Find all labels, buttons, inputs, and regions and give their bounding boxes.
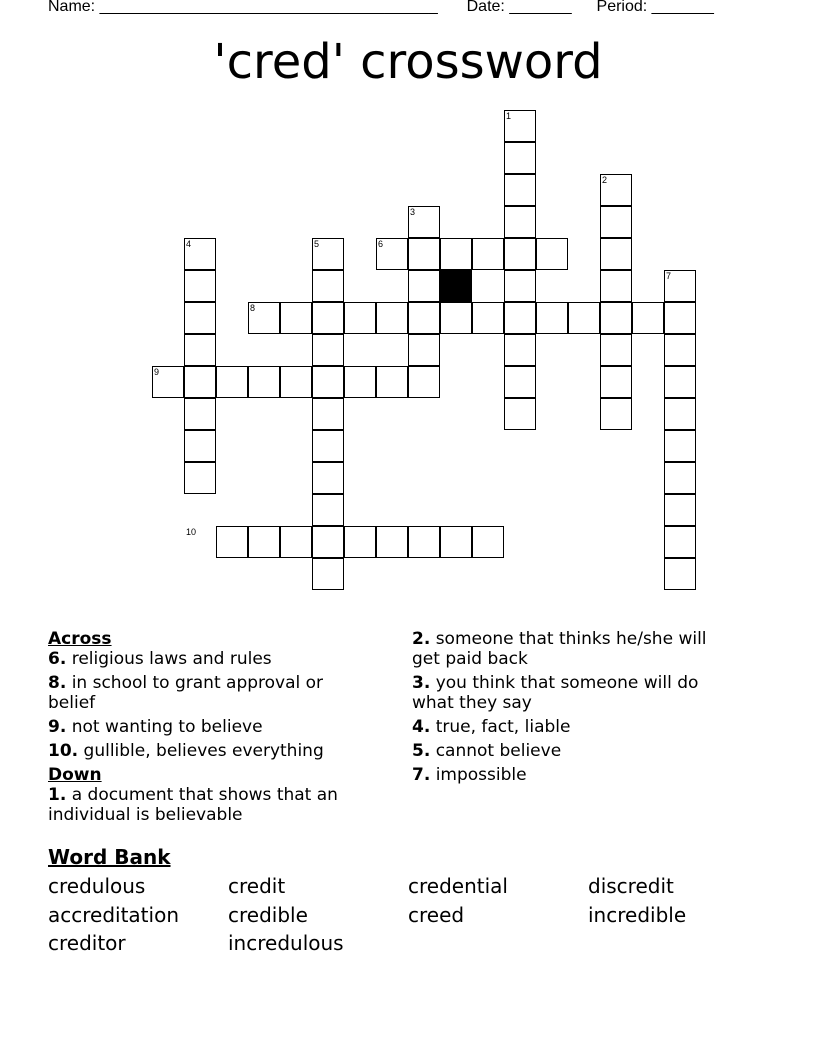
crossword-cell[interactable] [376, 302, 408, 334]
crossword-cell[interactable] [664, 398, 696, 430]
crossword-cell[interactable] [504, 398, 536, 430]
word-bank-item: discredit [588, 874, 674, 898]
crossword-cell[interactable] [216, 366, 248, 398]
crossword-cell[interactable] [664, 302, 696, 334]
clue-item [48, 741, 368, 761]
crossword-cell[interactable] [600, 398, 632, 430]
clue-text: impossible [430, 765, 527, 785]
crossword-cell[interactable] [408, 366, 440, 398]
crossword-cell[interactable] [536, 238, 568, 270]
crossword-cell[interactable] [312, 302, 344, 334]
crossword-cell[interactable] [344, 526, 376, 558]
crossword-cell[interactable] [504, 302, 536, 334]
crossword-cell[interactable] [312, 430, 344, 462]
crossword-cell[interactable] [280, 366, 312, 398]
crossword-cell[interactable] [600, 302, 632, 334]
crossword-cell[interactable] [472, 302, 504, 334]
crossword-cell[interactable] [440, 526, 472, 558]
crossword-cell[interactable] [504, 366, 536, 398]
clue-text: someone that thinks he/she will get paid back [412, 629, 707, 669]
word-bank-item: accreditation [48, 903, 179, 927]
clue-number-label: 2 [602, 175, 608, 185]
crossword-cell[interactable] [664, 430, 696, 462]
clue-number: 6. [48, 649, 67, 669]
crossword-cell[interactable] [504, 238, 536, 270]
word-bank-item: credible [228, 903, 308, 927]
clue-number: 7. [412, 765, 431, 785]
crossword-cell[interactable] [408, 270, 440, 302]
crossword-cell[interactable] [216, 526, 248, 558]
crossword-cell[interactable] [280, 302, 312, 334]
crossword-cell[interactable] [248, 526, 280, 558]
crossword-cell[interactable] [600, 270, 632, 302]
clue-item [48, 673, 368, 713]
clue-item [412, 765, 732, 785]
clue-number-label: 10 [186, 527, 197, 537]
crossword-cell[interactable] [664, 558, 696, 590]
clues-right-column [412, 629, 732, 789]
clue-text: gullible, believes everything [78, 741, 324, 761]
clue-number: 3. [412, 673, 431, 693]
crossword-cell[interactable] [408, 238, 440, 270]
clue-number: 2. [412, 629, 431, 649]
clue-number-label: 3 [410, 207, 416, 217]
clue-number-label: 5 [314, 239, 320, 249]
clue-number: 1. [48, 785, 67, 805]
crossword-cell[interactable] [600, 334, 632, 366]
clue-number-label: 8 [250, 303, 256, 313]
crossword-cell[interactable] [408, 302, 440, 334]
clue-number-label: 7 [666, 271, 672, 281]
crossword-cell[interactable] [504, 174, 536, 206]
crossword-cell[interactable] [504, 206, 536, 238]
crossword-cell[interactable] [472, 238, 504, 270]
crossword-cell[interactable] [536, 302, 568, 334]
word-bank-title: Word Bank [48, 845, 171, 869]
crossword-cell[interactable] [632, 302, 664, 334]
crossword-cell[interactable] [184, 366, 216, 398]
crossword-cell[interactable] [184, 302, 216, 334]
clues-left-column [48, 629, 368, 829]
crossword-cell[interactable] [312, 494, 344, 526]
crossword-cell[interactable] [504, 334, 536, 366]
word-bank-item: incredulous [228, 931, 344, 955]
crossword-cell[interactable] [440, 302, 472, 334]
clue-text: in school to grant approval or belief [48, 673, 324, 713]
crossword-cell[interactable] [184, 462, 216, 494]
clue-text: you think that someone will do what they say [412, 673, 699, 713]
crossword-cell[interactable] [184, 398, 216, 430]
blocked-cell [440, 270, 472, 302]
clue-item [48, 785, 368, 825]
clue-item [412, 741, 732, 761]
clue-item [412, 717, 732, 737]
crossword-cell[interactable] [408, 334, 440, 366]
crossword-cell[interactable] [312, 462, 344, 494]
crossword-cell[interactable] [184, 334, 216, 366]
across-heading: Across [48, 629, 112, 649]
crossword-cell[interactable] [504, 142, 536, 174]
crossword-cell[interactable] [344, 366, 376, 398]
crossword-cell[interactable] [664, 334, 696, 366]
clue-text: not wanting to believe [66, 717, 263, 737]
word-bank-item: credulous [48, 874, 146, 898]
crossword-cell[interactable] [600, 206, 632, 238]
crossword-cell[interactable] [664, 462, 696, 494]
period-field-label[interactable]: Period: _______ [596, 0, 714, 15]
crossword-cell[interactable] [600, 366, 632, 398]
crossword-cell[interactable] [376, 366, 408, 398]
word-bank-item: incredible [588, 903, 687, 927]
clue-item [48, 717, 368, 737]
clue-item [412, 629, 732, 669]
name-field-label[interactable]: Name: ______________________________________ [48, 0, 438, 15]
clue-text: cannot believe [430, 741, 562, 761]
page-title: 'cred' crossword [213, 34, 603, 90]
crossword-cell[interactable] [600, 238, 632, 270]
crossword-cell[interactable] [344, 302, 376, 334]
clue-number: 4. [412, 717, 431, 737]
clue-number: 10. [48, 741, 79, 761]
clue-number-label: 1 [506, 111, 512, 121]
crossword-cell[interactable] [312, 366, 344, 398]
crossword-cell[interactable] [312, 270, 344, 302]
crossword-cell[interactable] [472, 526, 504, 558]
crossword-cell[interactable] [440, 238, 472, 270]
word-bank-item: creed [408, 903, 465, 927]
crossword-cell[interactable] [376, 526, 408, 558]
date-field-label[interactable]: Date: _______ [466, 0, 572, 15]
crossword-cell[interactable] [408, 526, 440, 558]
clue-text: religious laws and rules [66, 649, 272, 669]
crossword-cell[interactable] [312, 334, 344, 366]
word-bank-item: creditor [48, 931, 126, 955]
clue-number-label: 9 [154, 367, 160, 377]
clue-number-label: 4 [186, 239, 192, 249]
clue-text: true, fact, liable [430, 717, 571, 737]
clue-item [48, 649, 368, 669]
clue-number: 8. [48, 673, 67, 693]
clue-item [412, 673, 732, 713]
crossword-cell[interactable] [248, 366, 280, 398]
clue-text: a document that shows that an individual is believable [48, 785, 338, 825]
crossword-cell[interactable] [312, 526, 344, 558]
crossword-cell[interactable] [184, 430, 216, 462]
word-bank-item: credit [228, 874, 286, 898]
crossword-cell[interactable] [312, 398, 344, 430]
clue-number-label: 6 [378, 239, 384, 249]
crossword-cell[interactable] [312, 558, 344, 590]
clue-number: 9. [48, 717, 67, 737]
crossword-cell[interactable] [568, 302, 600, 334]
crossword-cell[interactable] [280, 526, 312, 558]
crossword-cell[interactable] [664, 494, 696, 526]
crossword-cell[interactable] [504, 270, 536, 302]
crossword-cell[interactable] [664, 526, 696, 558]
down-heading: Down [48, 765, 102, 785]
word-bank-item: credential [408, 874, 508, 898]
crossword-cell[interactable] [184, 270, 216, 302]
clue-number: 5. [412, 741, 431, 761]
crossword-cell[interactable] [664, 366, 696, 398]
